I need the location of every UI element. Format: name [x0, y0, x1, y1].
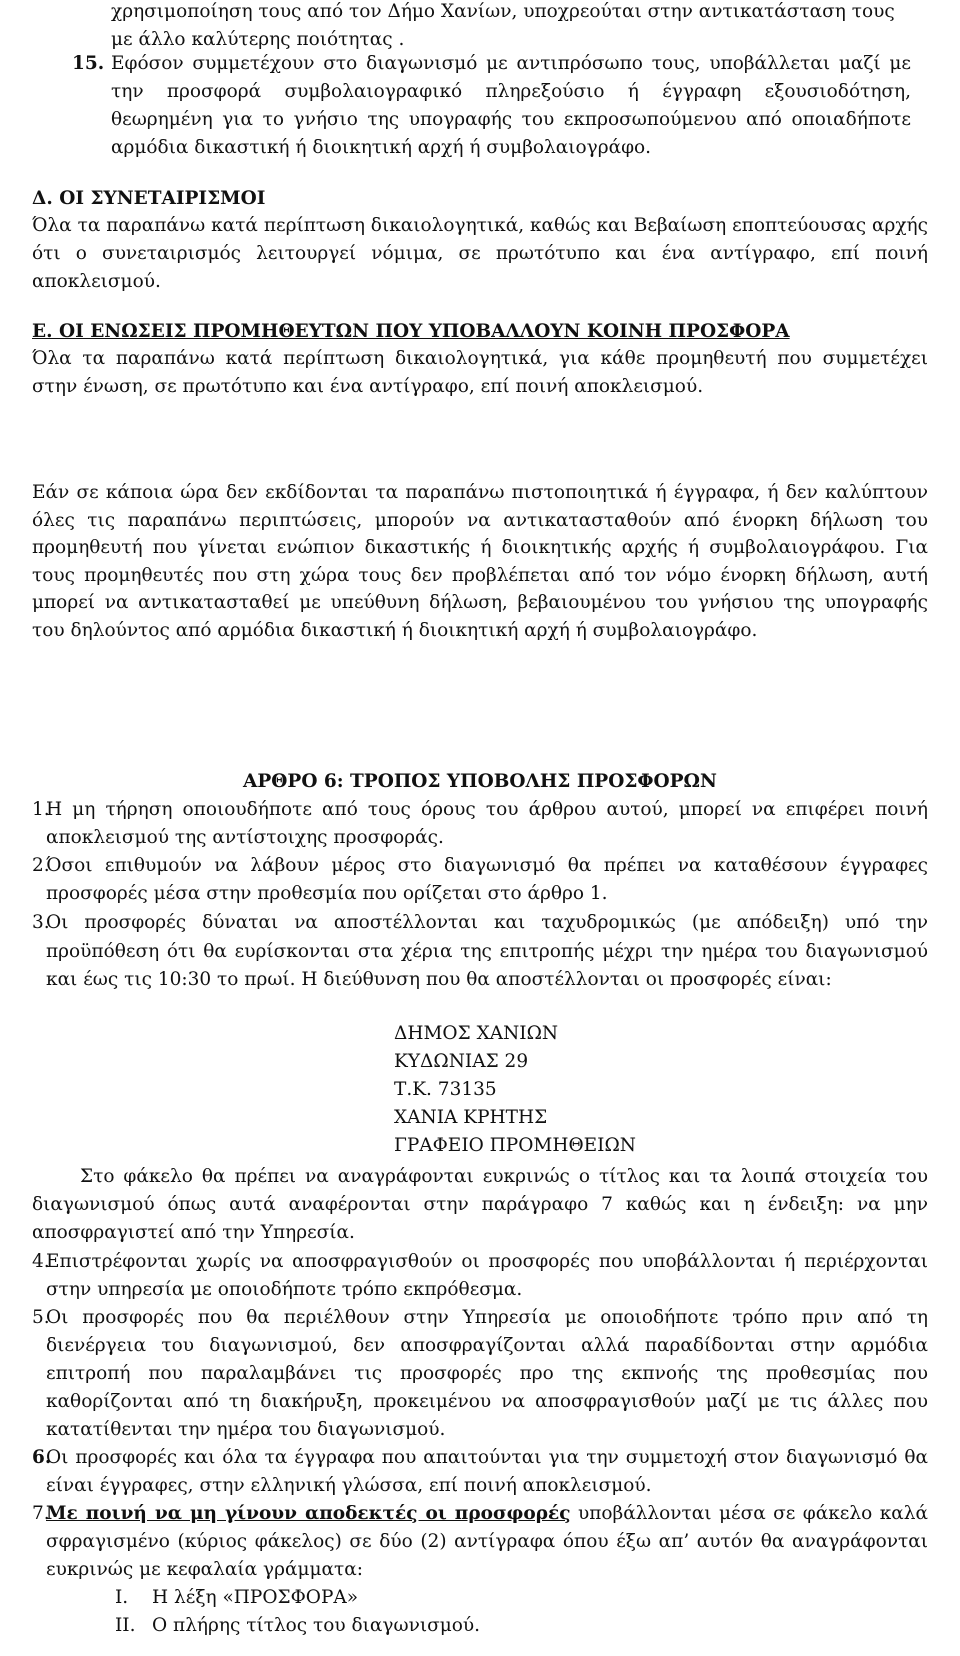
article-item-5-number: 5. [32, 1307, 50, 1328]
item-15-text: Εφόσον συμμετέχουν στο διαγωνισμό με αντιπρόσωπο τους, υποβάλλεται μαζί με την προσφορά συμβολαιογραφικό πληρεξούσιο ή έγγραφη εξουσιοδότηση, θεωρημένη για το γνήσιο της υπογραφής του εκπροσωπούμενου από οποιαδήποτε αρμόδια δικαστική ή διοικητική αρχή ή συμβολαιογράφο. [111, 53, 911, 158]
article-item-4-text: Επιστρέφονται χωρίς να αποσφραγισθούν οι προσφορές που υποβάλλονται ή περιέρχονται στην υπηρεσία με οποιοδήποτε τρόπο εκπρόθεσμα. [46, 1251, 928, 1300]
subitem-1-text: Η λέξη «ΠΡΟΣΦΟΡΑ» [152, 1587, 359, 1608]
section-e-heading: Ε. ΟΙ ΕΝΩΣΕΙΣ ΠΡΟΜΗΘΕΥΤΩΝ ΠΟΥ ΥΠΟΒΑΛΛΟΥΝ ΚΟΙΝΗ ΠΡΟΣΦΟΡΑ [32, 321, 790, 342]
address-line: ΧΑΝΙΑ ΚΡΗΤΗΣ [394, 1107, 548, 1128]
subitem-2-number: II. [115, 1615, 136, 1636]
envelope-note: Στο φάκελο θα πρέπει να αναγράφονται ευκρινώς ο τίτλος και τα λοιπά στοιχεία του διαγωνισμού όπως αυτά αναφέρονται στην παράγραφο 7 καθώς και η ένδειξη: να μην αποσφραγιστεί από την Υπηρεσία. [32, 1166, 928, 1243]
article-item-1-number: 1. [32, 799, 50, 820]
article-item-7-paragraph [46, 1500, 928, 1584]
section-e-body: Όλα τα παραπάνω κατά περίπτωση δικαιολογητικά, για κάθε προμηθευτή που συμμετέχει στην ένωση, σε πρωτότυπο και ένα αντίγραφο, επί ποινή αποκλεισμού. [32, 348, 928, 397]
article-item-6-number: 6. [32, 1447, 52, 1468]
article-item-5-text: Οι προσφορές που θα περιέλθουν στην Υπηρεσία με οποιοδήποτε τρόπο πριν από τη διενέργεια του διαγωνισμού, δεν αποσφραγίζονται αλλά παραδίδονται στην αρμόδια επιτροπή που παραλαμβάνει τις προσφορές προ της εκπνοής της προθεσμίας που καθορίζονται από τη διακήρυξη, προκειμένου να αποσφραγισθούν μαζί με τις άλλες που κατατίθενται την ημέρα του διαγωνισμού. [46, 1307, 928, 1440]
address-line: ΔΗΜΟΣ ΧΑΝΙΩΝ [394, 1023, 559, 1044]
article-item-3-number: 3. [32, 912, 50, 933]
section-d-body: Όλα τα παραπάνω κατά περίπτωση δικαιολογητικά, καθώς και Βεβαίωση εποπτεύουσας αρχής ότι ο συνεταιρισμός λειτουργεί νόμιμα, σε πρωτότυπο και ένα αντίγραφο, επί ποινή αποκλεισμού. [32, 215, 928, 292]
article-item-2-number: 2. [32, 855, 50, 876]
section-d-heading: Δ. ΟΙ ΣΥΝΕΤΑΙΡΙΣΜΟΙ [32, 188, 266, 209]
article-item-7-emphasis: Με ποινή να μη γίνουν αποδεκτές οι προσφορές [46, 1503, 571, 1524]
item-15-number: 15. [72, 53, 105, 74]
article-item-1-text: Η μη τήρηση οποιουδήποτε από τους όρους του άρθρου αυτού, μπορεί να επιφέρει ποινή αποκλεισμού της αντίστοιχης προσφοράς. [46, 799, 928, 848]
subitem-1-number: I. [115, 1587, 129, 1608]
article-item-7-number: 7. [32, 1503, 50, 1524]
address-block [394, 1020, 636, 1160]
address-line: ΓΡΑΦΕΙΟ ΠΡΟΜΗΘΕΙΩΝ [394, 1135, 636, 1156]
general-paragraph: Εάν σε κάποια ώρα δεν εκδίδονται τα παραπάνω πιστοποιητικά ή έγγραφα, ή δεν καλύπτουν όλες τις παραπάνω περιπτώσεις, μπορούν να αντικατασταθούν από ένορκη δήλωση του προμηθευτή που γίνεται ενώπιον δικαστικής ή διοικητικής αρχής ή συμβολαιογράφου. Για τους προμηθευτές που στη χώρα τους δεν προβλέπεται από τον νόμο ένορκη δήλωση, αυτή μπορεί να αντικατασταθεί με υπεύθυνη δήλωση, βεβαιουμένου του γνήσιου της υπογραφής του δηλούντος από αρμόδια δικαστική ή διοικητική αρχή ή συμβολαιογράφο. [32, 482, 928, 641]
subitem-2-text: Ο πλήρης τίτλος του διαγωνισμού. [152, 1615, 480, 1636]
address-line: ΚΥΔΩΝΙΑΣ 29 [394, 1051, 529, 1072]
article-title: ΑΡΘΡΟ 6: ΤΡΟΠΟΣ ΥΠΟΒΟΛΗΣ ΠΡΟΣΦΟΡΩΝ [243, 771, 717, 792]
article-item-7-text: υποβάλλονται μέσα σε φάκελο καλά σφραγισμένο (κύριος φάκελος) σε δύο (2) αντίγραφα όπου έξω απ’ αυτόν θα αναγράφονται ευκρινώς με κεφαλαία γράμματα: [46, 1503, 928, 1580]
address-line: Τ.Κ. 73135 [394, 1079, 497, 1100]
article-item-6-text: Οι προσφορές και όλα τα έγγραφα που απαιτούνται για την συμμετοχή στον διαγωνισμό θα είναι έγγραφες, στην ελληνική γλώσσα, επί ποινή αποκλεισμού. [46, 1447, 928, 1496]
article-item-3-text: Οι προσφορές δύναται να αποστέλλονται και ταχυδρομικώς (με απόδειξη) υπό την προϋπόθεση ότι θα ευρίσκονται στα χέρια της επιτροπής μέχρι την ημέρα του διαγωνισμού και έως τις 10:30 το πρωί. Η διεύθυνση που θα αποστέλλονται οι προσφορές είναι: [46, 912, 928, 990]
article-item-2-text: Όσοι επιθυμούν να λάβουν μέρος στο διαγωνισμό θα πρέπει να καταθέσουν έγγραφες προσφορές μέσα στην προθεσμία που ορίζεται στο άρθρο 1. [46, 855, 928, 904]
intro-continuation: χρησιμοποίηση τους από τον Δήμο Χανίων, υποχρεούται στην αντικατάσταση τους με άλλο καλύτερης ποιότητας . [111, 1, 895, 50]
article-item-4-number: 4. [32, 1251, 50, 1272]
